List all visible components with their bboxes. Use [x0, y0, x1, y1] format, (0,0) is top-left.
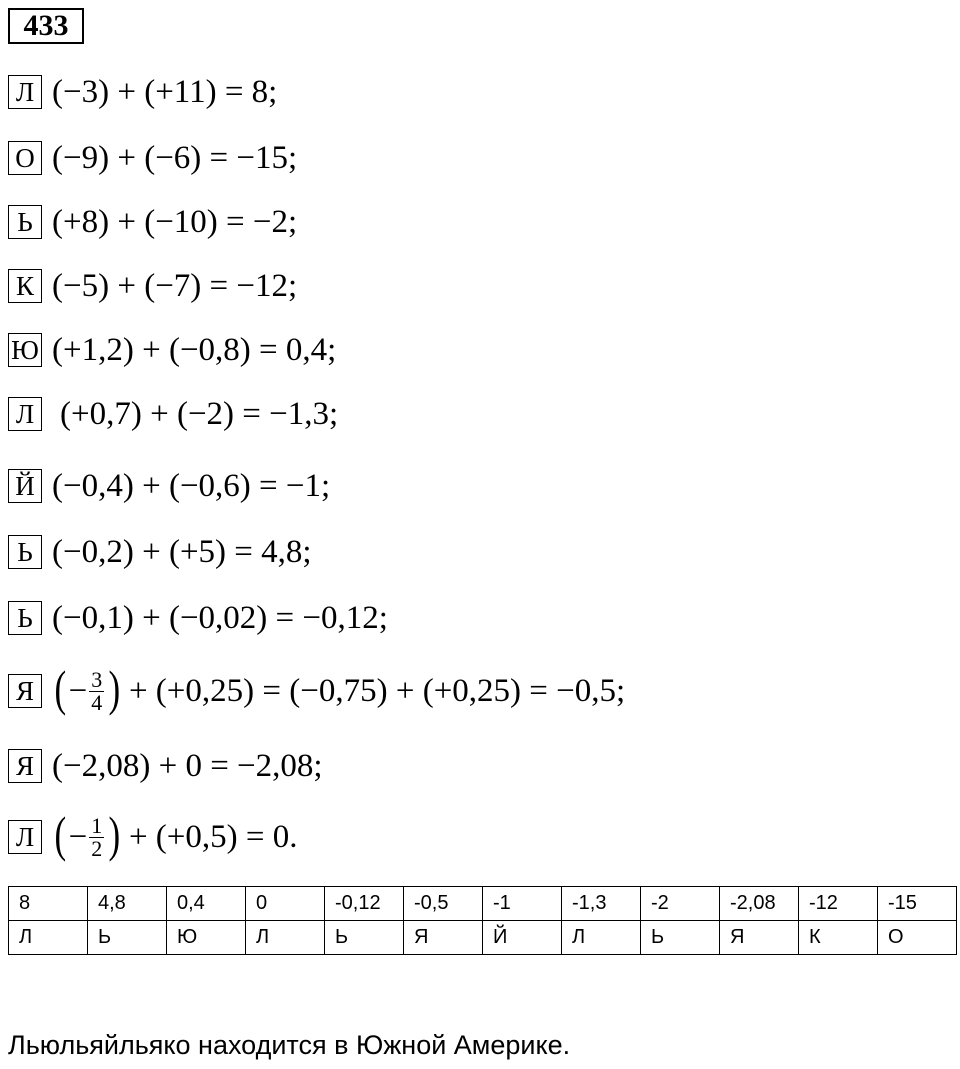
letter-cell: Л [246, 921, 325, 955]
letter-cell: К [799, 921, 878, 955]
equation-row [8, 466, 330, 506]
equation-row [8, 394, 338, 434]
letter-box: Ю [8, 333, 42, 367]
equation-row [8, 746, 323, 786]
letter-box: Ь [8, 601, 42, 635]
equation-expression: (−9) + (−6) = −15; [52, 140, 298, 176]
letter-box: Й [8, 469, 42, 503]
equation-expression: (−3) + (+11) = 8; [52, 74, 278, 110]
equation-expression: (−5) + (−7) = −12; [52, 268, 298, 304]
letter-cell: Я [720, 921, 799, 955]
letter-box: Л [8, 75, 42, 109]
value-cell: 8 [9, 887, 88, 921]
equation-row [8, 330, 336, 370]
value-cell: -15 [878, 887, 957, 921]
fraction: $\frac{3}{4}$ [91, 666, 103, 715]
footer-sentence: Льюльяйльяко находится в Южной Америке. [8, 1030, 571, 1060]
task-number: 433 [8, 8, 84, 44]
letter-box: Ь [8, 535, 42, 569]
value-cell: -0,5 [404, 887, 483, 921]
letter-box: Ь [8, 205, 42, 239]
letter-cell: Ю [167, 921, 246, 955]
letter-cell: Л [562, 921, 641, 955]
equation-row [8, 806, 298, 862]
equation-row [8, 598, 388, 638]
fraction-group: ( − $\frac{1}{2}$ ) [54, 806, 121, 862]
letter-cell: Я [404, 921, 483, 955]
letter-cell: Й [483, 921, 562, 955]
answer-table [8, 886, 957, 955]
equation-row [8, 138, 297, 178]
equation-row [8, 72, 277, 112]
letter-cell: Ь [325, 921, 404, 955]
letter-box: К [8, 269, 42, 303]
letter-cell: Ь [88, 921, 167, 955]
value-cell: -2 [641, 887, 720, 921]
value-cell: 0,4 [167, 887, 246, 921]
equation-expression: (+1,2) + (−0,8) = 0,4; [52, 332, 337, 368]
equation-expression: + (+0,25) = (−0,75) + (+0,25) = −0,5; [128, 673, 626, 709]
letter-cell: Л [9, 921, 88, 955]
equation-expression: (+8) + (−10) = −2; [52, 204, 298, 240]
fraction: $\frac{1}{2}$ [91, 812, 103, 861]
fraction-group: ( − $\frac{3}{4}$ ) [54, 660, 121, 716]
value-cell: -1,3 [562, 887, 641, 921]
letters-row [9, 921, 957, 955]
letter-box: Л [8, 820, 42, 854]
equation-row [8, 532, 312, 572]
equation-expression: + (+0,5) = 0. [128, 819, 298, 855]
equation-expression: (−2,08) + 0 = −2,08; [52, 748, 323, 784]
letter-cell: Ь [641, 921, 720, 955]
letter-cell: О [878, 921, 957, 955]
value-cell: -12 [799, 887, 878, 921]
value-cell: -0,12 [325, 887, 404, 921]
value-cell: -1 [483, 887, 562, 921]
value-cell: 0 [246, 887, 325, 921]
letter-box: Я [8, 674, 42, 708]
equation-row [8, 266, 297, 306]
equation-row [8, 202, 297, 242]
values-row [9, 887, 957, 921]
value-cell: 4,8 [88, 887, 167, 921]
equation-expression: (−0,2) + (+5) = 4,8; [52, 534, 312, 570]
letter-box: О [8, 141, 42, 175]
equation-expression: (−0,1) + (−0,02) = −0,12; [52, 600, 388, 636]
equation-row [8, 660, 626, 716]
value-cell: -2,08 [720, 887, 799, 921]
letter-box: Я [8, 749, 42, 783]
equation-expression: (−0,4) + (−0,6) = −1; [52, 468, 331, 504]
equation-expression: (+0,7) + (−2) = −1,3; [60, 396, 339, 432]
letter-box: Л [8, 397, 42, 431]
